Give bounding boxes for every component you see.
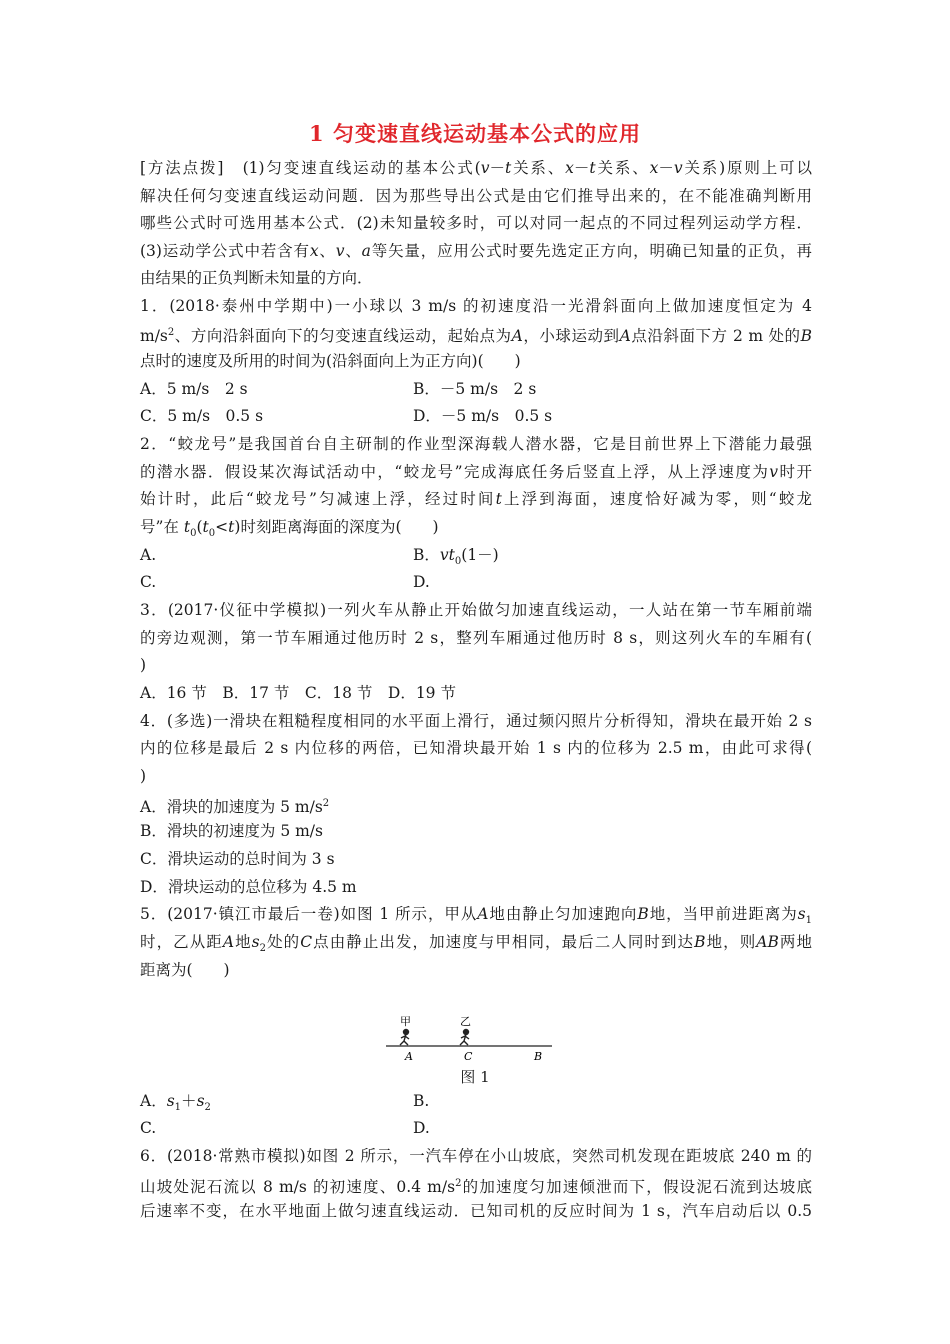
fig-point-a: A — [405, 1050, 413, 1063]
q5-line-3: 距离为( ) — [140, 961, 230, 979]
runner-yi-icon — [460, 1030, 469, 1046]
q6-line-2: 山坡处泥石流以 8 m/s 的初速度、0.4 $m/s^2$的加速度匀加速倾泄而下，假设泥石流到达坡底 — [140, 1178, 812, 1197]
q1-option-b: B．－5 m/s 2 s — [413, 380, 537, 398]
method-line-1: [方法点拨] (1)匀变速直线运动的基本公式(v－t关系、x－t关系、x－v关系)原则上可以 — [140, 159, 812, 177]
q3-line-1: 3．(2017·仪征中学模拟)一列火车从静止开始做匀加速直线运动，一人站在第一节车厢前端 — [140, 601, 812, 619]
q1-option-a: A．5 m/s 2 s — [140, 380, 248, 398]
q6-line-1: 6．(2018·常熟市模拟)如图 2 所示，一汽车停在小山坡底，突然司机发现在距坡底 240 m 的 — [140, 1147, 812, 1165]
figure-1-caption: 图 1 — [460, 1068, 490, 1086]
q4-line-3: ) — [140, 767, 147, 785]
fig-point-c: C — [464, 1050, 473, 1063]
q5-option-a: A．$s_1+s_2$ — [140, 1092, 211, 1114]
q1-line-2: $m/s^2$、方向沿斜面向下的匀变速直线运动，起始点为A，小球运动到A点沿斜面下方 2 m 处的B — [140, 327, 812, 346]
q4-option-c: C．滑块运动的总时间为 3 s — [140, 850, 335, 868]
q4-option-b: B．滑块的初速度为 5 m/s — [140, 822, 323, 840]
method-line-3: 哪些公式时可选用基本公式．(2)未知量较多时，可以对同一起点的不同过程列运动学方程． — [140, 214, 812, 232]
runner-jia-icon — [400, 1030, 409, 1046]
fig-label-yi: 乙 — [460, 1015, 471, 1028]
q2-option-d: D. — [413, 573, 430, 591]
q1-option-c: C．5 m/s 0.5 s — [140, 407, 264, 425]
figure-1 — [380, 1012, 560, 1068]
q2-option-a: A. — [140, 546, 157, 564]
q5-line-2: 时，乙从距A地$s_2$处的C点由静止出发，加速度与甲相同，最后二人同时到达B地，则AB两地 — [140, 933, 812, 955]
q2-line-2: 的潜水器．假设某次海试活动中，“蛟龙号”完成海底任务后竖直上浮，从上浮速度为v时开 — [140, 463, 812, 481]
q2-option-b: B．$vt_0(1-)$ — [413, 546, 499, 568]
q5-option-d: D. — [413, 1119, 430, 1137]
method-line-2: 解决任何匀变速直线运动问题．因为那些导出公式是由它们推导出来的，在不能准确判断用 — [140, 187, 812, 205]
q6-line-3: 后速率不变，在水平地面上做匀速直线运动．已知司机的反应时间为 1 s，汽车启动后以 0.5 — [140, 1202, 812, 1220]
fig-label-jia: 甲 — [400, 1015, 411, 1028]
fig-point-b: B — [534, 1050, 543, 1063]
q5-option-b: B. — [413, 1092, 430, 1110]
q1-line-1: 1．(2018·泰州中学期中)一小球以 3 m/s 的初速度沿一光滑斜面向上做加速度恒定为 4 — [140, 297, 812, 315]
q4-option-d: D．滑块运动的总位移为 4.5 m — [140, 878, 357, 896]
method-line-5: 由结果的正负判断未知量的方向． — [140, 269, 373, 287]
q1-line-3: 点时的速度及所用的时间为(沿斜面向上为正方向)( ) — [140, 352, 521, 370]
q2-line-1: 2．“蛟龙号”是我国首台自主研制的作业型深海载人潜水器，它是目前世界上下潜能力最强 — [140, 435, 812, 453]
q3-options: A．16 节 B．17 节 C．18 节 D．19 节 — [140, 684, 456, 702]
q3-line-3: ) — [140, 656, 147, 674]
q2-option-c: C. — [140, 573, 157, 591]
q4-line-1: 4．(多选)一滑块在粗糙程度相同的水平面上滑行，通过频闪照片分析得知，滑块在最开始 2 s — [140, 712, 812, 730]
q3-line-2: 的旁边观测，第一节车厢通过他历时 2 s，整列车厢通过他历时 8 s，则这列火车的车厢有( — [140, 629, 812, 647]
q4-line-2: 内的位移是最后 2 s 内位移的两倍，已知滑块最开始 1 s 内的位移为 2.5 m，由此可求得( — [140, 739, 812, 757]
q2-line-3: 始计时，此后“蛟龙号”匀减速上浮，经过时间t上浮到海面，速度恰好减为零，则“蛟龙 — [140, 490, 812, 508]
method-label: [方法点拨] — [140, 159, 224, 177]
q2-line-4: 号”在 $t_0(t_0<t)$时刻距离海面的深度为( ) — [140, 518, 439, 540]
q4-option-a: A．滑块的加速度为 5 $m/s^2$ — [140, 798, 330, 817]
method-line-4: (3)运动学公式中若含有x、v、a等矢量，应用公式时要先选定正方向，明确已知量的正负，再 — [140, 242, 812, 260]
q1-option-d: D．－5 m/s 0.5 s — [413, 407, 553, 425]
q5-option-c: C. — [140, 1119, 157, 1137]
page-title: 1 匀变速直线运动基本公式的应用 — [309, 121, 641, 146]
q5-line-1: 5．(2017·镇江市最后一卷)如图 1 所示，甲从A地由静止匀加速跑向B地，当甲前进距离为$s_1$ — [140, 905, 812, 927]
